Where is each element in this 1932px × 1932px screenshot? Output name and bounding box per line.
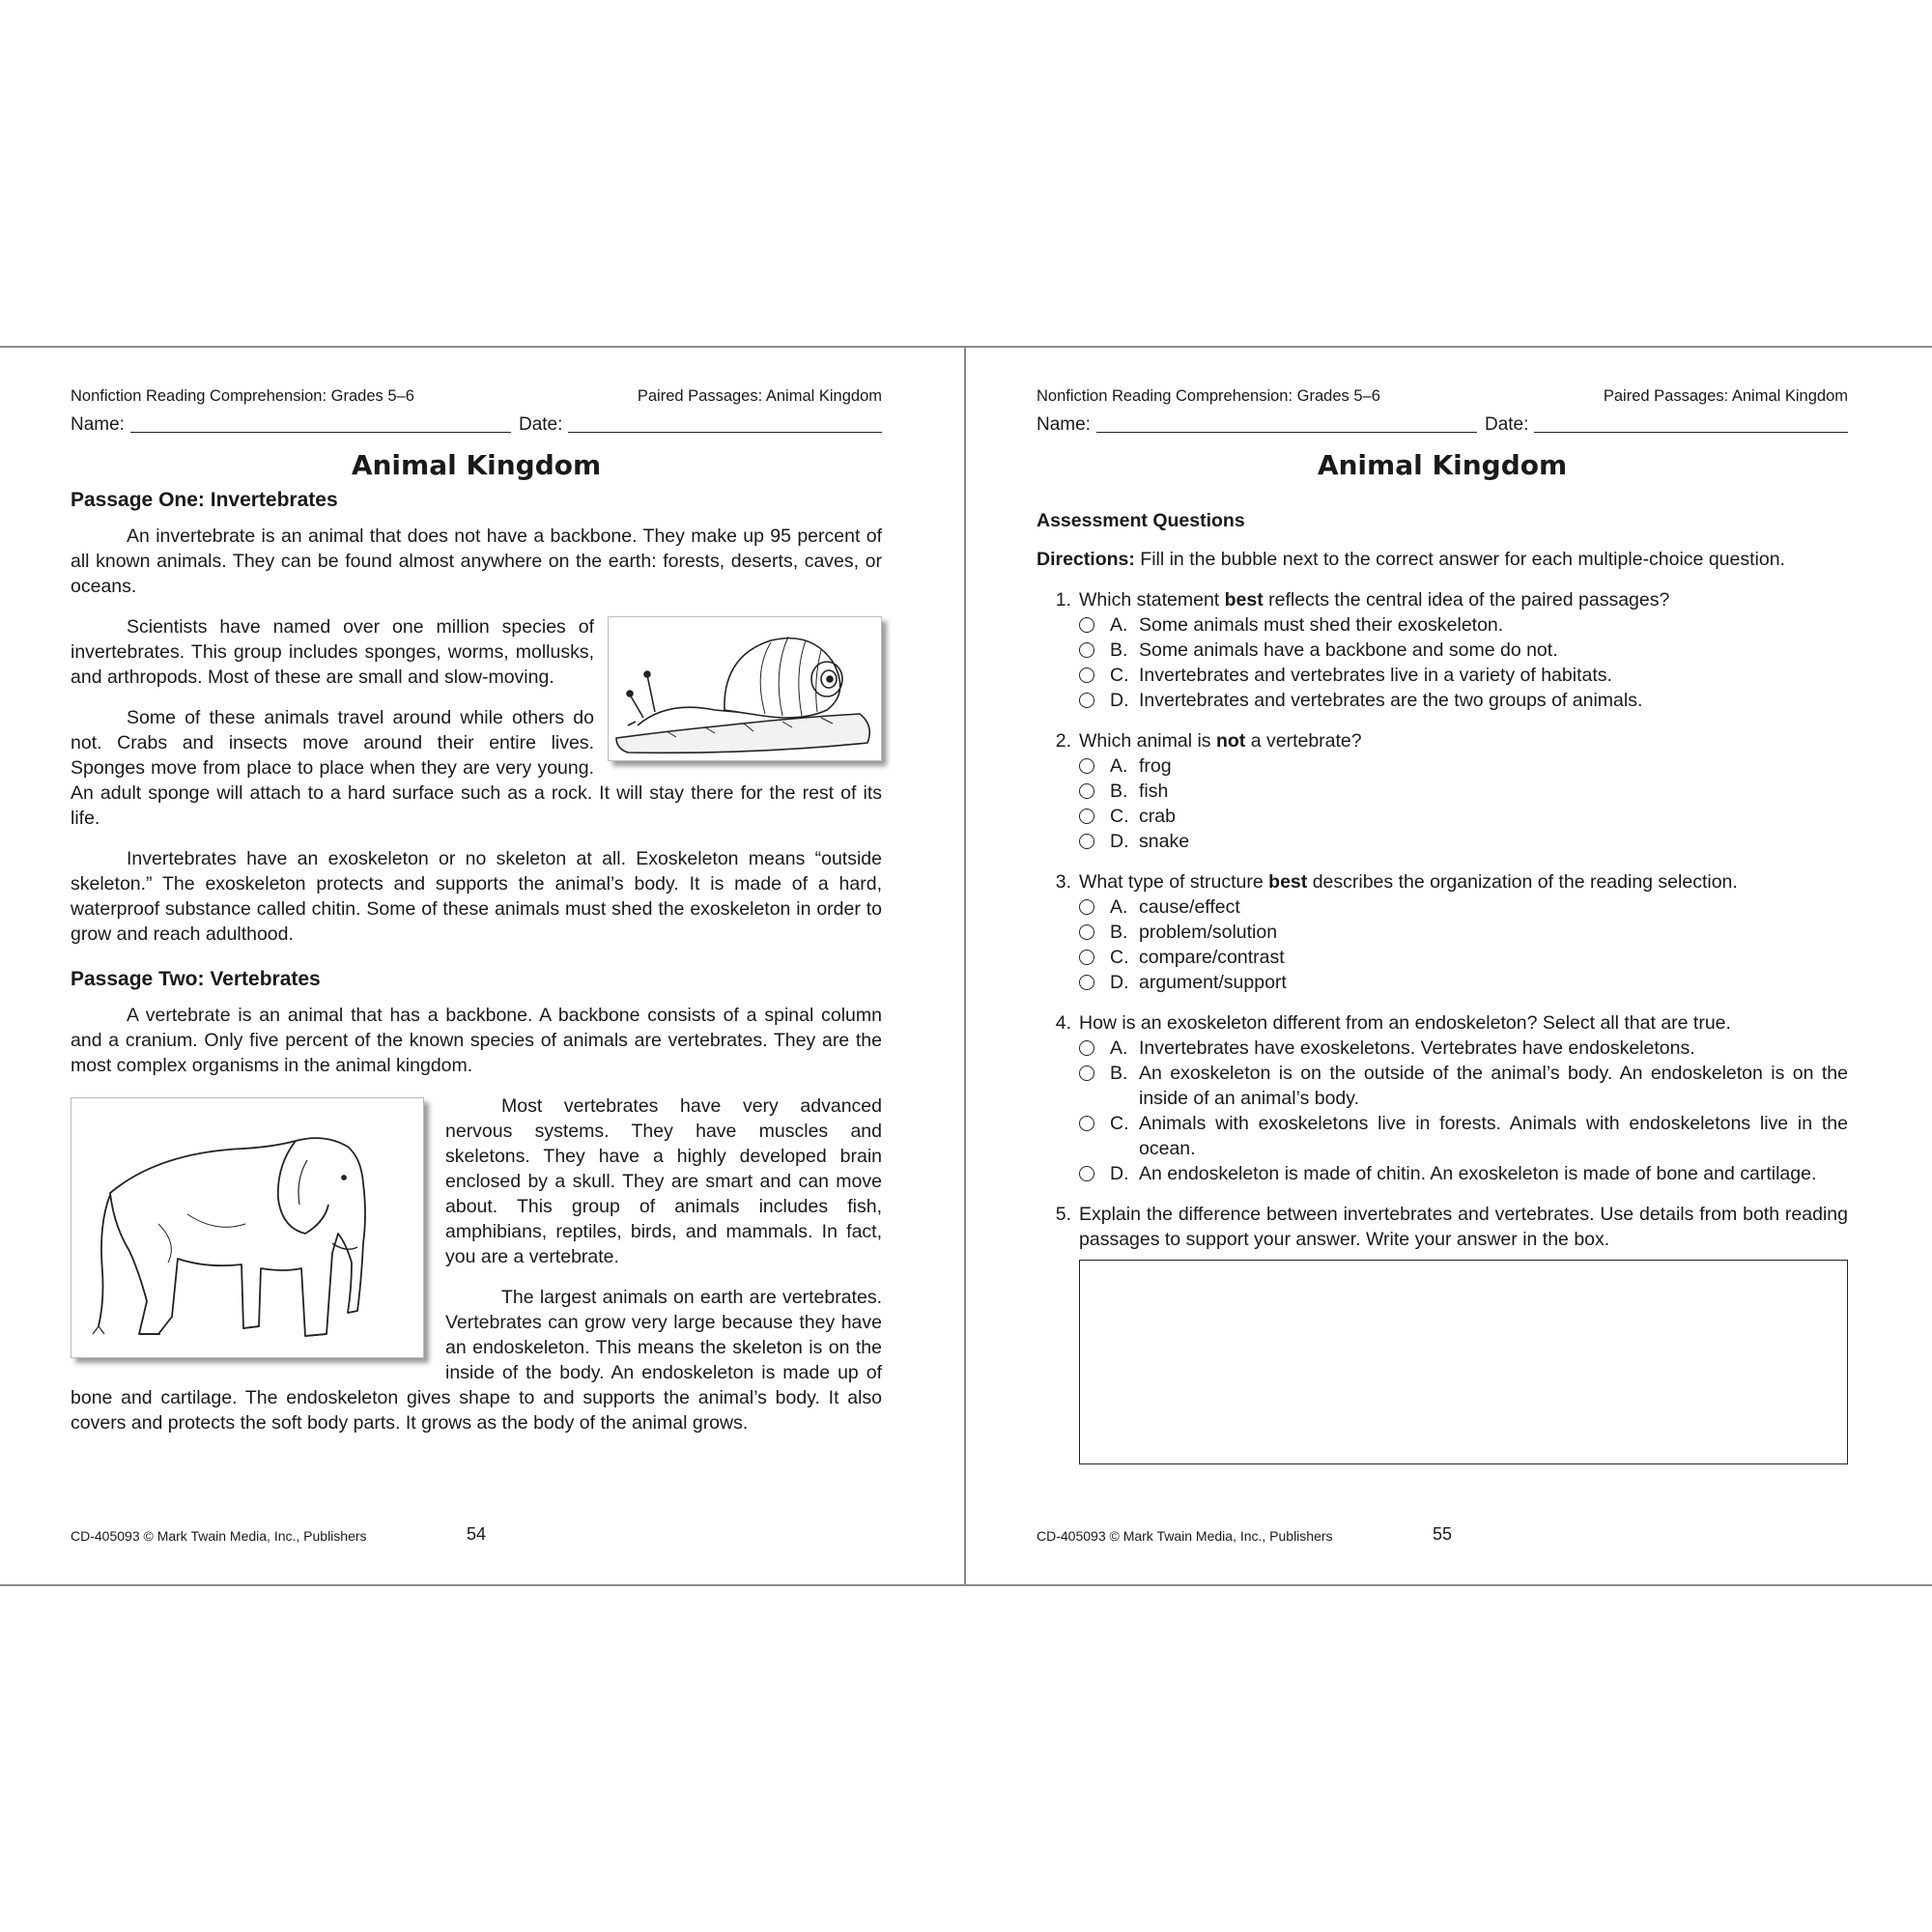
question-2 xyxy=(1037,728,1848,854)
footer-publisher: CD-405093 © Mark Twain Media, Inc., Publishers xyxy=(71,1528,367,1544)
answer-box[interactable] xyxy=(1079,1260,1848,1464)
date-label: Date: xyxy=(1484,414,1529,435)
answer-option[interactable] xyxy=(1037,970,1848,995)
question-stem xyxy=(1037,1202,1848,1252)
question-stem xyxy=(1037,1010,1848,1036)
assessment-heading: Assessment Questions xyxy=(1037,510,1245,531)
question-text xyxy=(1079,587,1848,612)
option-text: Some animals must shed their exoskeleton. xyxy=(1139,614,1504,636)
name-line xyxy=(130,414,511,433)
answer-option[interactable] xyxy=(1037,1036,1848,1061)
elephant-icon xyxy=(71,1098,423,1357)
question-number: 4. xyxy=(1055,1012,1071,1034)
option-text: cause/effect xyxy=(1139,896,1240,918)
option-letter: C. xyxy=(1110,1113,1129,1134)
option-text: Some animals have a backbone and some do not. xyxy=(1139,639,1558,661)
question-text-end: a vertebrate? xyxy=(1245,730,1362,752)
page-content xyxy=(71,386,882,1451)
header-book-title: Nonfiction Reading Comprehension: Grades 5–6 xyxy=(71,387,414,405)
question-text: Explain the difference between invertebrates and vertebrates. Use details from both reading passages to support your answer. Write your answer in the box. xyxy=(1079,1204,1848,1250)
answer-option[interactable] xyxy=(1037,1111,1848,1161)
answer-bubble[interactable] xyxy=(1079,1040,1094,1056)
footer-publisher: CD-405093 © Mark Twain Media, Inc., Publishers xyxy=(1037,1528,1333,1544)
answer-bubble[interactable] xyxy=(1079,1116,1094,1131)
question-emphasis: best xyxy=(1224,589,1264,611)
elephant-illustration xyxy=(71,1097,424,1358)
answer-bubble[interactable] xyxy=(1079,809,1094,824)
question-1 xyxy=(1037,587,1848,713)
option-letter: C. xyxy=(1110,806,1129,827)
directions-label: Directions: xyxy=(1037,549,1135,570)
page-number: 54 xyxy=(466,1524,487,1544)
question-text xyxy=(1079,1010,1848,1036)
answer-option[interactable] xyxy=(1037,779,1848,804)
name-line[interactable] xyxy=(1096,414,1477,433)
option-text: An endoskeleton is made of chitin. An exoskeleton is made of bone and cartilage. xyxy=(1139,1163,1817,1184)
page-title: Animal Kingdom xyxy=(1317,449,1568,481)
question-stem xyxy=(1037,728,1848,753)
answer-bubble[interactable] xyxy=(1079,975,1094,990)
directions-text: Fill in the bubble next to the correct answer for each multiple-choice question. xyxy=(1134,549,1785,570)
option-letter: B. xyxy=(1110,781,1128,802)
option-letter: C. xyxy=(1110,665,1129,686)
option-letter: A. xyxy=(1110,614,1128,636)
question-text-start: How is an exoskeleton different from an endoskeleton? Select all that are true. xyxy=(1079,1012,1731,1034)
answer-option[interactable] xyxy=(1037,663,1848,688)
answer-bubble[interactable] xyxy=(1079,1166,1094,1181)
page-55 xyxy=(966,348,1930,1584)
date-line xyxy=(568,414,882,433)
paragraph: Some of these animals travel around while others do not. Crabs and insects move around their entire lives. Sponges move from place to place when they are very young. An adult sponge will attach to a hard surface such as a rock. It will stay there for the rest of its life. xyxy=(71,707,882,829)
option-text: compare/contrast xyxy=(1139,947,1285,968)
option-letter: A. xyxy=(1110,1037,1128,1059)
option-letter: B. xyxy=(1110,1063,1128,1084)
answer-option[interactable] xyxy=(1037,1061,1848,1111)
question-number: 1. xyxy=(1055,589,1071,611)
name-date-row xyxy=(71,413,882,437)
question-3 xyxy=(1037,869,1848,995)
question-4 xyxy=(1037,1010,1848,1186)
question-text xyxy=(1079,869,1848,895)
option-letter: D. xyxy=(1110,831,1129,852)
question-text-start: Which animal is xyxy=(1079,730,1216,752)
answer-option[interactable] xyxy=(1037,1161,1848,1186)
answer-option[interactable] xyxy=(1037,829,1848,854)
paragraph: The largest animals on earth are vertebrates. Vertebrates can grow very large because they have an endoskeleton. This means the skeleton is on the inside of the body. An endoskeleton is made up of bone and cartilage. The endoskeleton gives shape to and supports the animal’s body. It also covers and protects the soft body parts. It grows as the body of the animal grows. xyxy=(71,1287,882,1434)
option-letter: D. xyxy=(1110,972,1129,993)
option-text: fish xyxy=(1139,781,1169,802)
answer-bubble[interactable] xyxy=(1079,783,1094,799)
question-number: 2. xyxy=(1055,730,1071,752)
page-54 xyxy=(0,348,964,1584)
answer-bubble[interactable] xyxy=(1079,668,1094,683)
answer-option[interactable] xyxy=(1037,895,1848,920)
option-text: argument/support xyxy=(1139,972,1287,993)
date-label: Date: xyxy=(518,414,563,435)
answer-option[interactable] xyxy=(1037,612,1848,638)
page-number: 55 xyxy=(1432,1524,1453,1544)
option-letter: B. xyxy=(1110,922,1128,943)
question-emphasis: best xyxy=(1268,871,1308,893)
directions xyxy=(1037,547,1848,572)
answer-bubble[interactable] xyxy=(1079,617,1094,633)
option-text: frog xyxy=(1139,755,1172,777)
date-line[interactable] xyxy=(1534,414,1848,433)
book-spread xyxy=(0,346,1932,1586)
option-text: Invertebrates and vertebrates live in a variety of habitats. xyxy=(1139,665,1612,686)
answer-option[interactable] xyxy=(1037,638,1848,663)
passage-two-heading: Passage Two: Vertebrates xyxy=(71,968,321,990)
header-section-title: Paired Passages: Animal Kingdom xyxy=(1603,387,1848,405)
answer-option[interactable] xyxy=(1037,688,1848,713)
paragraph: An invertebrate is an animal that does not have a backbone. They make up 95 percent of all known animals. They can be found almost anywhere on the earth: forests, deserts, caves, or oceans. xyxy=(71,526,882,597)
option-text: snake xyxy=(1139,831,1190,852)
option-text: problem/solution xyxy=(1139,922,1278,943)
header-book-title: Nonfiction Reading Comprehension: Grades 5–6 xyxy=(1037,387,1380,405)
question-stem xyxy=(1037,869,1848,895)
answer-bubble[interactable] xyxy=(1079,1065,1094,1081)
option-text: Invertebrates and vertebrates are the two groups of animals. xyxy=(1139,690,1643,711)
option-text: Invertebrates have exoskeletons. Vertebrates have endoskeletons. xyxy=(1139,1037,1695,1059)
answer-bubble[interactable] xyxy=(1079,950,1094,965)
question-5 xyxy=(1037,1202,1848,1464)
answer-bubble[interactable] xyxy=(1079,642,1094,658)
snail-icon xyxy=(609,617,881,760)
option-letter: B. xyxy=(1110,639,1128,661)
option-text: Animals with exoskeletons live in forests. Animals with endoskeletons live in the ocean. xyxy=(1139,1113,1848,1159)
question-text-end: describes the organization of the reading selection. xyxy=(1307,871,1738,893)
name-date-row xyxy=(1037,413,1848,437)
paragraph: Invertebrates have an exoskeleton or no skeleton at all. Exoskeleton means “outside skeleton.” The exoskeleton protects and supports the animal’s body. It is made of a hard, waterproof substance called chitin. Some of these animals must shed the exoskeleton in order to grow and reach adulthood. xyxy=(71,848,882,945)
question-text xyxy=(1079,728,1848,753)
answer-bubble[interactable] xyxy=(1079,924,1094,940)
paragraph: A vertebrate is an animal that has a backbone. A backbone consists of a spinal column and a cranium. Only five percent of the known species of animals are vertebrates. They are the most complex organisms in the animal kingdom. xyxy=(71,1005,882,1076)
answer-option[interactable] xyxy=(1037,804,1848,829)
option-letter: A. xyxy=(1110,755,1128,777)
answer-bubble[interactable] xyxy=(1079,834,1094,849)
answer-bubble[interactable] xyxy=(1079,693,1094,708)
passage-one-heading: Passage One: Invertebrates xyxy=(71,489,338,511)
option-letter: C. xyxy=(1110,947,1129,968)
name-label: Name: xyxy=(1037,414,1091,435)
page-content xyxy=(1037,386,1848,1480)
page-title: Animal Kingdom xyxy=(351,449,602,481)
option-letter: D. xyxy=(1110,1163,1129,1184)
running-header xyxy=(71,386,882,406)
paragraph: Most vertebrates have very advanced nervous systems. They have muscles and skeletons. They have a highly developed brain enclosed by a skull. They are smart and can move about. This group of animals includes fish, amphibians, reptiles, birds, and mammals. In fact, you are a vertebrate. xyxy=(445,1095,882,1267)
question-stem xyxy=(1037,587,1848,612)
question-emphasis: not xyxy=(1215,730,1246,752)
question-text-start: What type of structure xyxy=(1079,871,1269,893)
snail-illustration xyxy=(608,616,882,761)
option-text: An exoskeleton is on the outside of the animal’s body. An endoskeleton is on the inside of an animal’s body. xyxy=(1139,1063,1848,1109)
answer-bubble[interactable] xyxy=(1079,899,1094,915)
answer-option[interactable] xyxy=(1037,945,1848,970)
answer-bubble[interactable] xyxy=(1079,758,1094,774)
question-number: 5. xyxy=(1055,1204,1071,1225)
name-label: Name: xyxy=(71,414,125,435)
answer-option[interactable] xyxy=(1037,753,1848,779)
option-letter: D. xyxy=(1110,690,1129,711)
question-number: 3. xyxy=(1055,871,1071,893)
paragraph: Scientists have named over one million species of invertebrates. This group includes sponges, worms, mollusks, and arthropods. Most of these are small and slow-moving. xyxy=(71,616,594,688)
question-text-end: reflects the central idea of the paired passages? xyxy=(1263,589,1670,611)
answer-option[interactable] xyxy=(1037,920,1848,945)
header-section-title: Paired Passages: Animal Kingdom xyxy=(637,387,882,405)
question-text-start: Which statement xyxy=(1079,589,1225,611)
question-list xyxy=(1037,587,1848,1186)
option-text: crab xyxy=(1139,806,1176,827)
option-letter: A. xyxy=(1110,896,1128,918)
running-header xyxy=(1037,386,1848,406)
